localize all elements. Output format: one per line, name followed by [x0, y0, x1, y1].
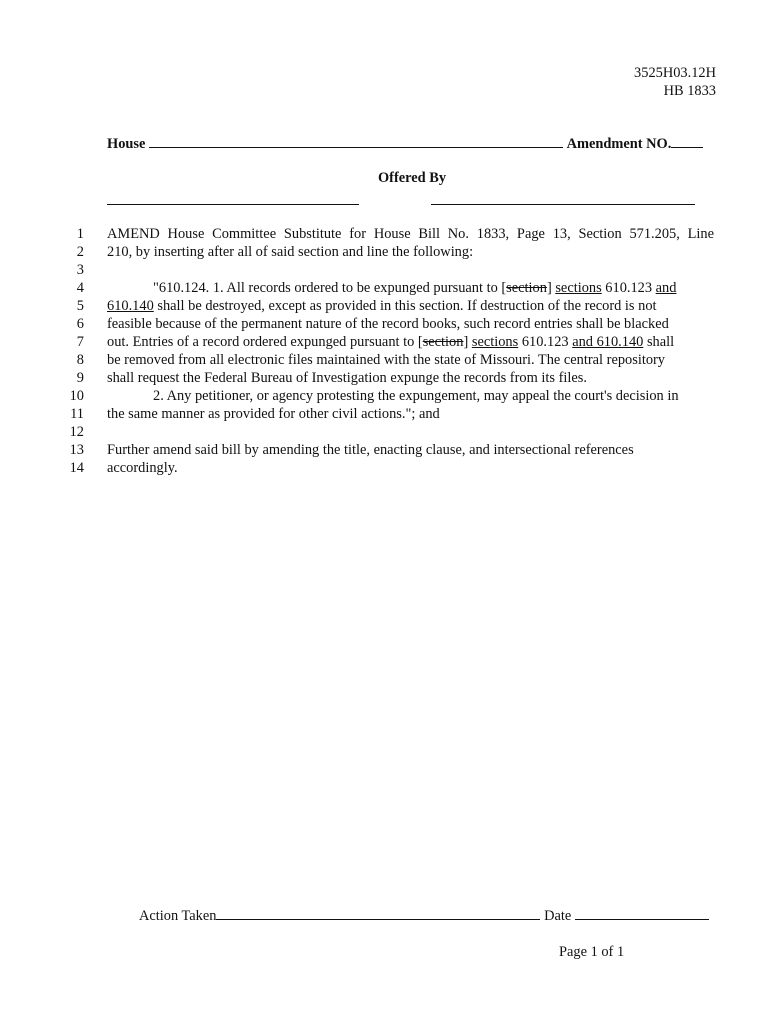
body-line — [0, 459, 770, 477]
line-text: accordingly. — [107, 460, 178, 476]
inserted-text: and 610.140 — [572, 334, 644, 350]
body-line — [0, 225, 770, 243]
body-line — [0, 387, 770, 405]
date-label: Date — [544, 908, 572, 924]
line-text: be removed from all electronic files maintained with the state of Missouri. The central repository — [107, 352, 665, 368]
line-text: Further amend said bill by amending the title, enacting clause, and intersectional references — [107, 442, 634, 458]
line-number: 5 — [76, 298, 84, 314]
line-number: 7 — [76, 334, 84, 350]
action-taken-label: Action Taken — [139, 908, 217, 924]
line-text: 2. Any petitioner, or agency protesting the expungement, may appeal the court's decision in — [153, 388, 679, 404]
body-line — [0, 441, 770, 459]
body-line — [0, 315, 770, 333]
offered-by-blank-right — [431, 204, 695, 205]
body-line — [0, 333, 770, 351]
struck-text: section — [422, 334, 464, 350]
house-blank — [149, 135, 563, 148]
line-number: 9 — [76, 370, 84, 386]
text-run: "610.124. 1. All records ordered to be expunged pursuant to [ — [153, 280, 507, 296]
text-run: out. Entries of a record ordered expunged pursuant to [ — [107, 334, 423, 350]
text-run: 610.123 — [601, 280, 656, 296]
body-line — [0, 423, 770, 441]
inserted-text: sections — [555, 280, 602, 296]
line-number: 6 — [76, 316, 84, 332]
line-number: 14 — [69, 460, 84, 476]
date-blank — [575, 907, 709, 920]
amendment-label: Amendment NO. — [566, 136, 672, 152]
offered-by-blank-left — [107, 204, 359, 205]
line-number: 4 — [76, 280, 84, 296]
body-line — [0, 297, 770, 315]
text-run: ] — [546, 280, 556, 296]
line-text — [107, 333, 714, 351]
line-number: 3 — [76, 262, 84, 278]
text-run: shall be destroyed, except as provided in this section. If destruction of the record is not — [153, 298, 657, 314]
body-line — [0, 279, 770, 297]
action-taken-blank — [216, 907, 540, 920]
struck-text: section — [506, 280, 547, 296]
body-line — [0, 261, 770, 279]
body-line — [0, 243, 770, 261]
house-label: House — [107, 136, 146, 152]
line-number: 13 — [69, 442, 84, 458]
line-number: 8 — [76, 352, 84, 368]
line-number: 10 — [69, 388, 84, 404]
text-run: 610.123 — [518, 334, 573, 350]
line-number: 2 — [76, 244, 84, 260]
line-text: AMEND House Committee Substitute for House Bill No. 1833, Page 13, Section 571.205, Line — [107, 226, 714, 242]
line-text — [107, 279, 714, 297]
amendment-number-blank — [671, 135, 703, 148]
offered-by-label: Offered By — [377, 170, 447, 186]
line-text: feasible because of the permanent nature of the record books, such record entries shall be blacked — [107, 316, 669, 332]
inserted-text: 610.140 — [107, 298, 154, 314]
inserted-text: and — [655, 280, 677, 296]
line-text: shall request the Federal Bureau of Investigation expunge the records from its files. — [107, 370, 587, 386]
text-run: shall — [643, 334, 675, 350]
document-code: 3525H03.12H — [634, 65, 716, 81]
body-line — [0, 351, 770, 369]
line-number: 12 — [69, 424, 84, 440]
line-text: the same manner as provided for other civil actions."; and — [107, 406, 440, 422]
bill-number: HB 1833 — [663, 83, 716, 99]
line-number: 11 — [70, 406, 84, 422]
text-run: ] — [463, 334, 472, 350]
house-amendment-line — [107, 134, 717, 154]
line-text: 210, by inserting after all of said section and line the following: — [107, 244, 474, 260]
page-number: Page 1 of 1 — [559, 944, 625, 960]
line-number: 1 — [76, 226, 84, 242]
body-line — [0, 405, 770, 423]
line-text — [107, 297, 714, 315]
body-line — [0, 369, 770, 387]
action-taken-line — [139, 906, 709, 926]
inserted-text: sections — [471, 334, 519, 350]
